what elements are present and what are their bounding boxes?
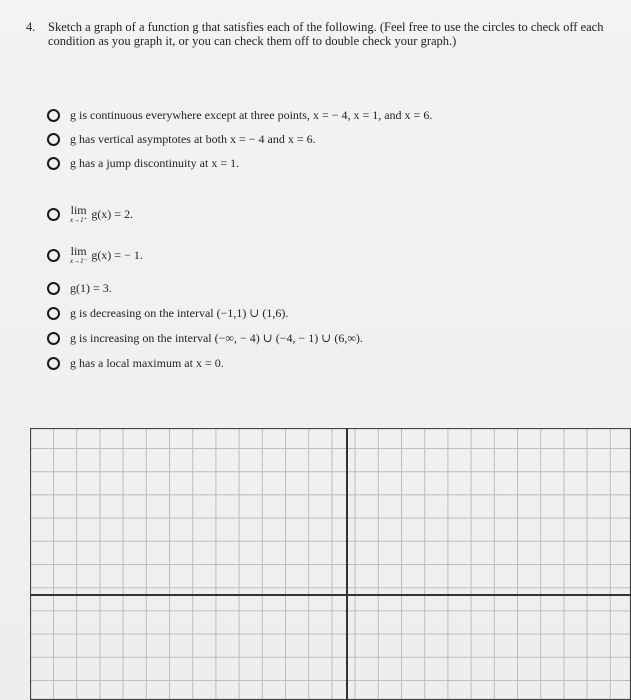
checkbox-circle-icon[interactable] (47, 157, 60, 170)
condition-text: g is increasing on the interval (−∞, − 4) ∪ (−4, − 1) ∪ (6,∞). (70, 331, 363, 345)
condition-asymptotes[interactable] (47, 132, 316, 146)
condition-jump[interactable] (47, 156, 239, 170)
checkbox-circle-icon[interactable] (47, 133, 60, 146)
checkbox-circle-icon[interactable] (47, 332, 60, 345)
condition-local-max[interactable] (47, 356, 224, 370)
question-number: 4. (26, 20, 36, 34)
condition-text: g has a local maximum at x = 0. (70, 356, 224, 370)
limit-subscript: x→1⁺ (70, 216, 88, 224)
limit-label: lim (70, 203, 87, 217)
checkbox-circle-icon[interactable] (47, 109, 60, 122)
grid-lines (30, 428, 631, 700)
limit-notation (70, 204, 87, 224)
question-4 (26, 20, 621, 48)
question-text: Sketch a graph of a function g that satisfies each of the following. (Feel free to use the circles to check off each condition as you graph it, or you can check them off to double check your graph.) (48, 20, 604, 48)
condition-value-at-1[interactable] (47, 281, 112, 295)
limit-subscript: x→1⁻ (70, 257, 88, 265)
condition-text: g(x) = 2. (91, 207, 134, 221)
graph-grid[interactable] (30, 428, 631, 700)
condition-text: g is decreasing on the interval (−1,1) ∪ (1,6). (70, 306, 289, 320)
condition-right-limit[interactable] (47, 204, 133, 224)
checkbox-circle-icon[interactable] (47, 249, 60, 262)
condition-continuity[interactable] (47, 108, 432, 122)
condition-left-limit[interactable] (47, 245, 143, 265)
checkbox-circle-icon[interactable] (47, 282, 60, 295)
condition-text: g is continuous everywhere except at three points, x = − 4, x = 1, and x = 6. (70, 108, 433, 122)
checkbox-circle-icon[interactable] (47, 208, 60, 221)
condition-text: g(1) = 3. (70, 281, 112, 295)
condition-increasing[interactable] (47, 331, 363, 345)
checkbox-circle-icon[interactable] (47, 307, 60, 320)
condition-text: g has a jump discontinuity at x = 1. (70, 156, 240, 170)
limit-notation (70, 245, 87, 265)
checkbox-circle-icon[interactable] (47, 357, 60, 370)
limit-label: lim (70, 244, 87, 258)
condition-decreasing[interactable] (47, 306, 288, 320)
condition-text: g has vertical asymptotes at both x = − 4 and x = 6. (70, 132, 316, 146)
condition-text: g(x) = − 1. (91, 248, 143, 262)
